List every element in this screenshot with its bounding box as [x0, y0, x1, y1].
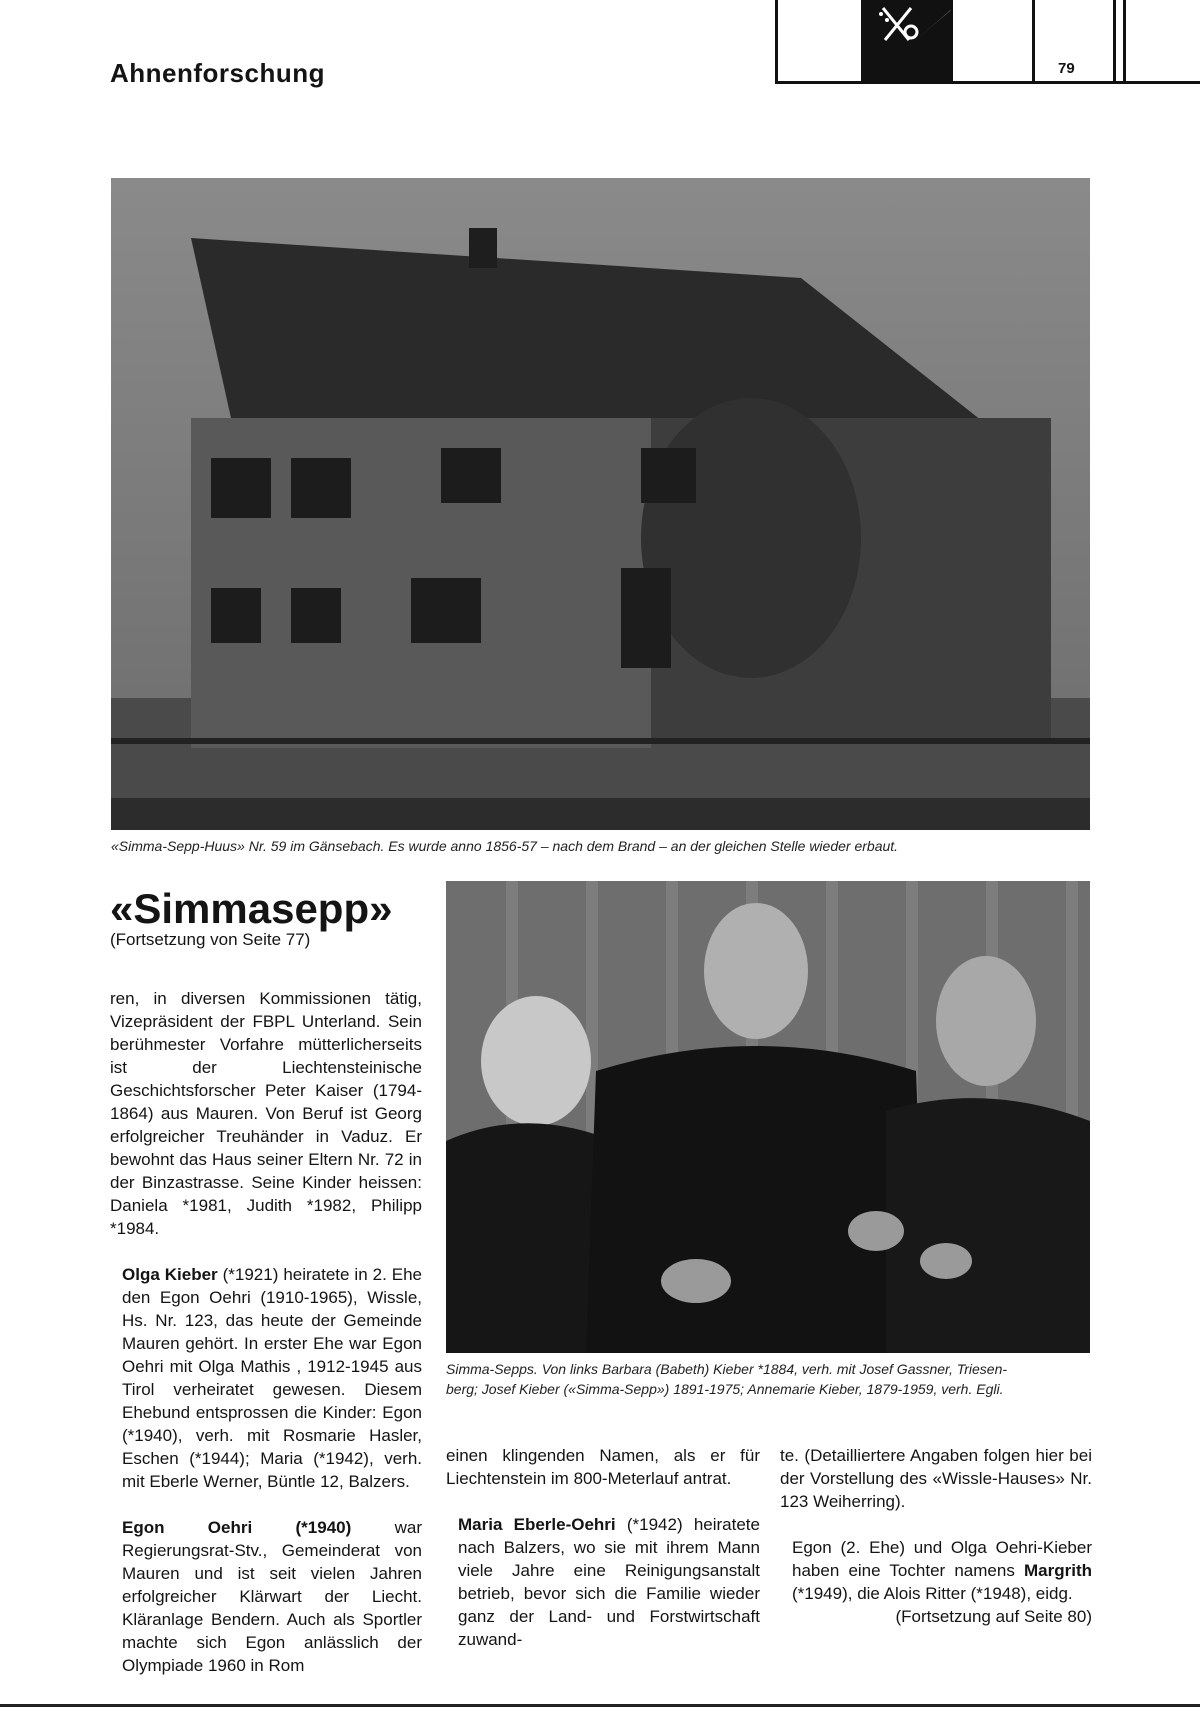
paragraph: Egon Oehri (*1940) war Regierungsrat-Stv., Gemeinderat von Mauren und ist seit vielen Jahren erfolgreicher Klärwart der Liecht. Kläranlage Bendern. Auch als Sportler machte sich Egon anlässlich der Olympiade 1960 in Rom [122, 1518, 422, 1675]
person-name: Olga Kieber [122, 1265, 218, 1284]
portrait-photo-caption [446, 1359, 1096, 1399]
paragraph: Maria Eberle-Oehri (*1942) heiratete nach Balzers, wo sie mit ihrem Mann viele Jahre eine Reinigungsanstalt betrieb, bevor sich die Familie wieder ganz der Land- und Forstwirtschaft zuwand- [458, 1515, 760, 1649]
portrait-caption-line-2: berg; Josef Kieber («Simma-Sepp») 1891-1975; Annemarie Kieber, 1879-1959, verh. Egli. [446, 1381, 1004, 1397]
person-name: Margrith [1024, 1561, 1092, 1580]
bottom-rule [0, 1704, 1200, 1707]
article-column-3 [780, 1444, 1092, 1628]
article-column-1 [110, 987, 422, 1700]
paragraph: Olga Kieber (*1921) heiratete in 2. Ehe den Egon Oehri (1910-1965), Wissle, Hs. Nr. 123, das heute der Gemeinde Mauren gehört. In erster Ehe war Egon Oehri mit Olga Mathis , 1912-1945 aus Tirol verheiratet gewesen. Diesem Ehebund entsprossen die Kinder: Egon (*1940), verh. mit Rosmarie Hasler, Eschen (*1944); Maria (*1942), verh. mit Eberle Werner, Büntle 12, Balzers. [122, 1265, 423, 1491]
person-name: Egon Oehri (*1940) [122, 1518, 352, 1537]
house-photo [111, 178, 1090, 830]
page-number: 79 [1058, 60, 1075, 77]
paragraph: te. (Detailliertere Angaben folgen hier bei der Vorstellung des «Wissle-Hauses» Nr. 123 Weiherring). [780, 1446, 1092, 1511]
paragraph: ren, in diversen Kommissionen tätig, Vizepräsident der FBPL Unterland. Sein berühmester Vorfahre mütterlicherseits ist der Liechtensteinische Geschichtsforscher Peter Kaiser (1794-1864) aus Mauren. Von Beruf ist Georg erfolgreicher Treuhänder in Vaduz. Er bewohnt das Haus seiner Eltern Nr. 72 in der Binzastrasse. Seine Kinder heissen: Daniela *1981, Judith *1982, Philipp *1984. [110, 989, 422, 1238]
portrait-caption-line-1: Simma-Sepps. Von links Barbara (Babeth) Kieber *1884, verh. mit Josef Gassner, Triesen- [446, 1361, 1008, 1377]
house-photo-caption: «Simma-Sepp-Huus» Nr. 59 im Gänsebach. Es wurde anno 1856-57 – nach dem Brand – an der gleichen Stelle wieder erbaut. [111, 838, 899, 854]
header-emblem-box [775, 0, 1200, 84]
article-column-2 [446, 1444, 760, 1674]
article-title: «Simmasepp» [110, 885, 393, 932]
continued-from-note: (Fortsetzung von Seite 77) [110, 930, 311, 949]
municipal-crest-icon [861, 0, 953, 84]
continued-on-note: (Fortsetzung auf Seite 80) [895, 1607, 1092, 1626]
paragraph: einen klingenden Namen, als er für Liechtenstein im 800-Meterlauf antrat. [446, 1446, 760, 1488]
portrait-photo [446, 881, 1090, 1353]
section-title: Ahnenforschung [110, 58, 325, 88]
person-name: Maria Eberle-Oehri [458, 1515, 616, 1534]
paragraph: Egon (2. Ehe) und Olga Oehri-Kieber haben eine Tochter namens Margrith (*1949), die Alois Ritter (*1948), eidg. [792, 1538, 1092, 1603]
